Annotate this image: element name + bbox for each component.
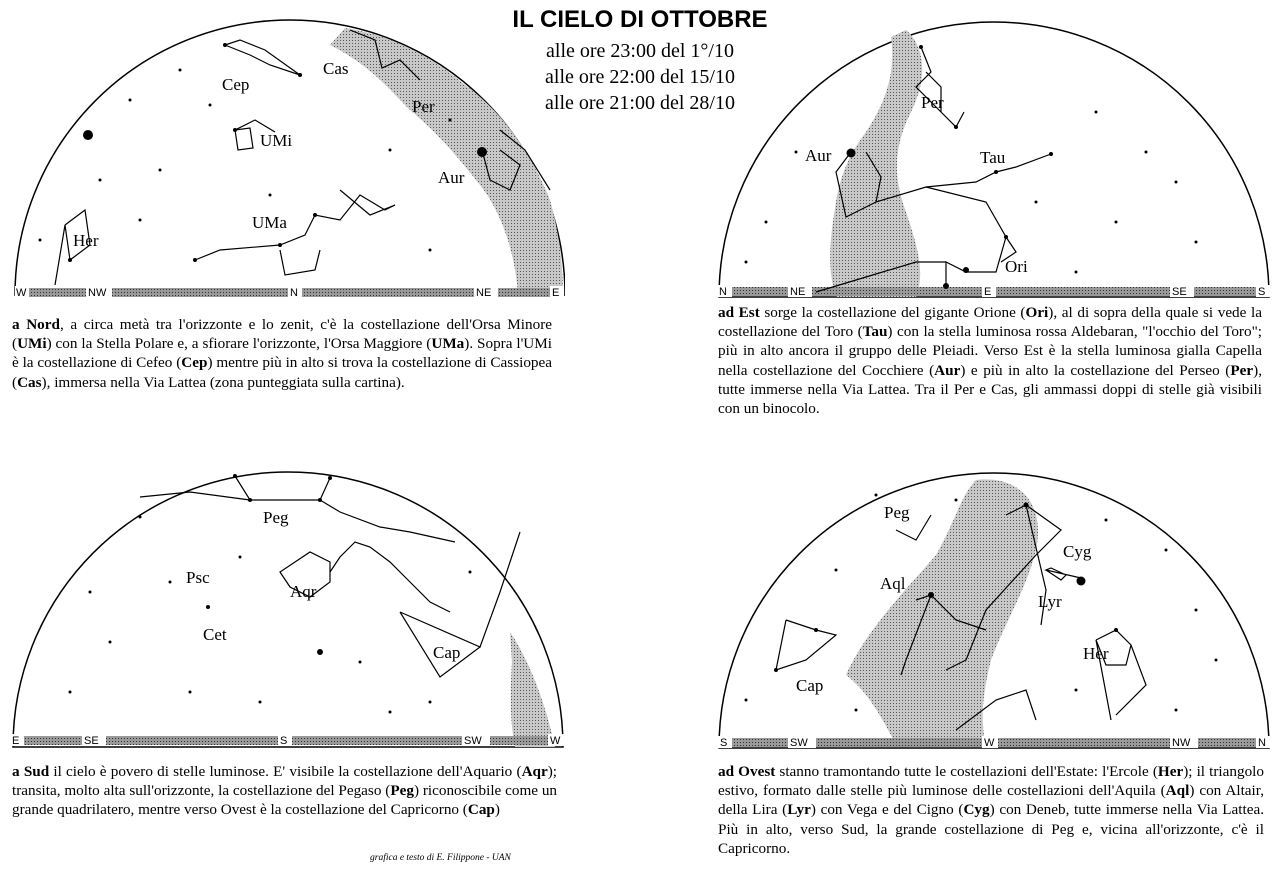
svg-text:N: N — [290, 287, 298, 299]
bold-term: Ori — [1025, 304, 1049, 321]
time-line: alle ore 21:00 del 28/10 — [545, 92, 735, 114]
bold-term: Aur — [934, 361, 961, 379]
label-uma: UMa — [252, 213, 287, 232]
bold-term: Cas — [17, 373, 42, 391]
bold-term: Aqr — [521, 763, 548, 780]
west-sky-chart — [716, 460, 1272, 752]
label-lyr: Lyr — [1038, 592, 1062, 611]
svg-text:S: S — [1258, 286, 1266, 298]
bold-term: Her — [1157, 763, 1184, 780]
label-cyg: Cyg — [1063, 542, 1092, 561]
svg-text:E: E — [12, 735, 20, 747]
bold-term: Tau — [862, 323, 888, 341]
bold-term: Cep — [181, 354, 208, 372]
label-her: Her — [73, 231, 99, 250]
time-line: alle ore 23:00 del 1°/10 — [546, 40, 734, 62]
label-peg: Peg — [263, 508, 289, 527]
label-per: Per — [412, 97, 435, 116]
horizon-directions — [718, 285, 1270, 298]
svg-text:W: W — [16, 287, 27, 299]
south-description: a Sud il cielo è povero di stelle luminose. E' visibile la costellazione dell'Aquario (Aqr); transita, molto alta sull'orizzonte, la costellazione del Pegaso (Peg) riconoscibile come un grande quadrilatero, mentre verso Ovest è la costellazione del Capricorno (Cap) — [12, 763, 558, 819]
label-cet: Cet — [203, 625, 227, 644]
bold-term: Per — [1230, 361, 1254, 379]
bold-term: a Sud — [12, 763, 50, 780]
horizon-directions — [718, 736, 1270, 749]
label-per: Per — [921, 93, 944, 112]
bold-term: ad Est — [718, 304, 760, 321]
svg-text:E: E — [552, 287, 560, 299]
svg-text:SW: SW — [464, 735, 482, 747]
label-umi: UMi — [260, 131, 293, 150]
bold-term: Lyr — [787, 801, 811, 819]
label-aqr: Aqr — [290, 582, 317, 601]
label-psc: Psc — [186, 568, 210, 587]
label-cas: Cas — [323, 59, 349, 78]
east-sky-chart — [716, 2, 1272, 302]
svg-text:N: N — [1258, 737, 1266, 749]
svg-text:SW: SW — [790, 737, 808, 749]
label-cap: Cap — [433, 643, 461, 662]
label-aur: Aur — [805, 146, 832, 165]
svg-text:E: E — [984, 286, 992, 298]
time-line: alle ore 22:00 del 15/10 — [545, 66, 735, 88]
svg-text:NE: NE — [790, 286, 806, 298]
bold-term: Cap — [467, 801, 495, 819]
label-peg: Peg — [884, 503, 910, 522]
horizon-directions — [15, 286, 564, 299]
bold-term: Aql — [1165, 782, 1190, 800]
svg-text:S: S — [280, 735, 288, 747]
bold-term: UMi — [17, 335, 47, 353]
page-title: IL CIELO DI OTTOBRE — [512, 6, 768, 33]
svg-text:SE: SE — [84, 735, 99, 747]
label-ori: Ori — [1005, 257, 1028, 276]
bold-term: ad Ovest — [718, 763, 776, 780]
west-description: ad Ovest stanno tramontando tutte le costellazioni dell'Estate: l'Ercole (Her); il triangolo estivo, formato dalle stelle più luminose delle costellazioni dell'Aquila (Aql) con Altair, della Lira (Lyr) con Vega e del Cigno (Cyg) con Deneb, tutte immerse nella Via Lattea. Più in alto, verso Sud, la grande costellazione di Peg e, vicina all'orizzonte, c'è il Capricorno. — [718, 763, 1265, 857]
bold-term: UMa — [431, 335, 465, 353]
label-cep: Cep — [222, 75, 250, 94]
north-description: a Nord, a circa metà tra l'orizzonte e lo zenit, c'è la costellazione dell'Orsa Minore (UMi) con la Stella Polare e, a sfiorare l'orizzonte, l'Orsa Maggiore (UMa). Sopra l'UMi è la costellazione di Cefeo (Cep) mentre più in alto si trova la costellazione di Cassiopea (Cas), immersa nella Via Lattea (zona punteggiata sulla cartina). — [12, 316, 553, 391]
bold-term: Peg — [390, 782, 414, 800]
label-aur: Aur — [438, 168, 465, 187]
label-cap: Cap — [796, 676, 824, 695]
label-tau: Tau — [980, 148, 1006, 167]
north-sky-chart — [10, 10, 565, 302]
svg-text:W: W — [550, 735, 561, 747]
horizon-directions — [10, 734, 564, 747]
svg-text:N: N — [719, 286, 727, 298]
svg-text:NW: NW — [1172, 737, 1191, 749]
svg-text:NE: NE — [476, 287, 492, 299]
svg-text:W: W — [984, 737, 995, 749]
south-sky-chart — [10, 462, 566, 754]
bold-term: Cyg — [963, 801, 990, 819]
svg-text:S: S — [720, 737, 728, 749]
svg-text:NW: NW — [88, 287, 107, 299]
label-her: Her — [1083, 644, 1109, 663]
svg-text:SE: SE — [1172, 286, 1187, 298]
credit: grafica e testo di E. Filippone - UAN — [370, 853, 511, 863]
east-description: ad Est sorge la costellazione del gigante Orione (Ori), al di sopra della quale si vede la costellazione del Toro (Tau) con la stella luminosa rossa Aldebaran, "l'occhio del Toro"; più in alto ancora il gruppo delle Pleiadi. Verso Est è la stella luminosa gialla Capella nella costellazione del Cocchiere (Aur) e più in alto la costellazione del Perseo (Per), tutte immerse nella Via Lattea. Tra il Per e Cas, gli ammassi doppi di stelle già visibili con un binocolo. — [718, 304, 1262, 418]
bold-term: a Nord — [12, 316, 60, 333]
label-aql: Aql — [880, 574, 906, 593]
